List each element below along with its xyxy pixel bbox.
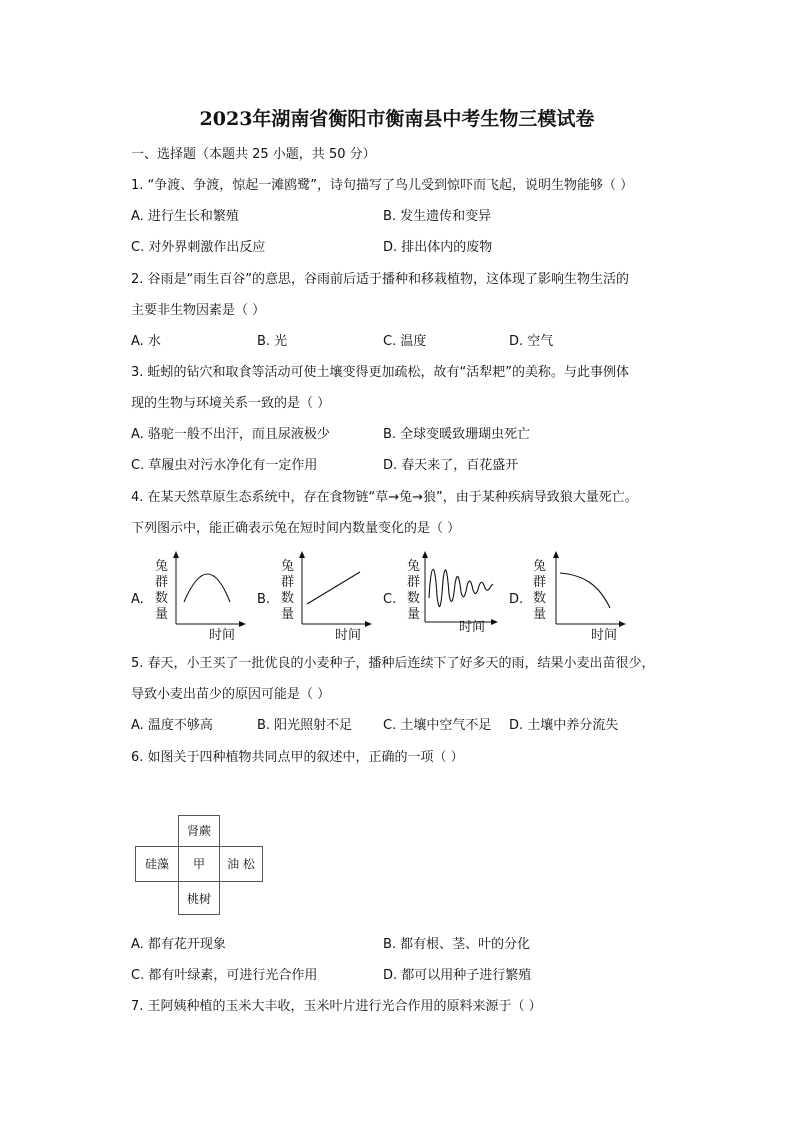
curve-linear-rise	[307, 572, 360, 604]
x-axis-arrow	[365, 621, 372, 627]
x-axis-arrow	[619, 621, 626, 627]
ylabel-char: 量	[155, 607, 169, 622]
question-3-option-a: A. 骆驼一般不出汗，而且尿液极少	[131, 427, 330, 442]
graph-option-d	[509, 550, 629, 642]
ylabel-char: 兔	[407, 559, 421, 574]
question-3-option-c: C. 草履虫对污水净化有一定作用	[131, 458, 318, 473]
question-3-stem-line2: 现的生物与环境关系一致的是（ ）	[131, 396, 331, 411]
y-axis-arrow	[299, 551, 305, 558]
question-2-option-a: A. 水	[131, 334, 161, 349]
graph-option-a	[131, 550, 251, 642]
graph-option-b	[257, 550, 377, 642]
ylabel-char: 量	[533, 607, 547, 622]
question-1-stem: 1. “争渡、争渡，惊起一滩鸥鹭”，诗句描写了鸟儿受到惊吓而飞起，说明生物能够（ ）	[131, 178, 634, 193]
ylabel-char: 数	[155, 591, 169, 606]
question-6-stem: 6. 如图关于四种植物共同点甲的叙述中，正确的一项（ ）	[131, 750, 464, 765]
ylabel-char: 数	[407, 591, 421, 606]
option-d-label: D.	[509, 592, 524, 607]
question-5-option-d: D. 土壤中养分流失	[509, 718, 619, 733]
ylabel-char: 兔	[281, 559, 295, 574]
question-5-stem-line1: 5. 春天，小王买了一批优良的小麦种子，播种后连续下了好多天的雨，结果小麦出苗很少，	[131, 656, 655, 671]
option-c-label: C.	[383, 592, 397, 607]
y-axis-arrow	[553, 551, 559, 558]
question-6-option-a: A. 都有花开现象	[131, 937, 226, 952]
section-heading: 一、选择题（本题共 25 小题，共 50 分）	[131, 147, 376, 162]
x-axis-arrow	[239, 621, 246, 627]
y-axis-arrow	[173, 551, 179, 558]
diagram-cell-bottom: 桃树	[178, 881, 220, 915]
question-5-option-a: A. 温度不够高	[131, 718, 213, 733]
page-title: 2023年湖南省衡阳市衡南县中考生物三模试卷	[199, 108, 595, 130]
option-a-label: A.	[131, 592, 144, 607]
diagram-cell-right: 油 松	[219, 846, 263, 882]
question-3-option-b: B. 全球变暖致珊瑚虫死亡	[383, 427, 531, 442]
question-3-option-d: D. 春天来了，百花盛开	[383, 458, 519, 473]
xlabel: 时间	[335, 628, 362, 643]
ylabel-char: 兔	[533, 559, 547, 574]
xlabel: 时间	[459, 620, 486, 635]
question-1-option-d: D. 排出体内的废物	[383, 240, 493, 255]
question-1-option-b: B. 发生遗传和变异	[383, 209, 492, 224]
ylabel-char: 量	[281, 607, 295, 622]
option-b-label: B.	[257, 592, 271, 607]
xlabel: 时间	[209, 628, 236, 643]
question-7-stem: 7. 王阿姨种植的玉米大丰收，玉米叶片进行光合作用的原料来源于（ ）	[131, 999, 542, 1014]
question-2-stem-line1: 2. 谷雨是“雨生百谷”的意思，谷雨前后适于播种和移栽植物，这体现了影响生物生活的	[131, 272, 630, 287]
ylabel-char: 群	[533, 575, 547, 590]
question-4-stem-line1: 4. 在某天然草原生态系统中，存在食物链“草→兔→狼”，由于某种疾病导致狼大量死亡。	[131, 490, 638, 505]
question-2-option-b: B. 光	[257, 334, 288, 349]
ylabel-char: 数	[281, 591, 295, 606]
question-2-option-c: C. 温度	[383, 334, 427, 349]
diagram-cell-center: 甲	[178, 846, 220, 882]
question-4-stem-line2: 下列图示中，能正确表示兔在短时间内数量变化的是（ ）	[131, 521, 461, 536]
ylabel-char: 群	[155, 575, 169, 590]
graph-option-c	[383, 550, 503, 642]
xlabel: 时间	[591, 628, 618, 643]
ylabel-char: 量	[407, 607, 421, 622]
question-6-option-b: B. 都有根、茎、叶的分化	[383, 937, 531, 952]
diagram-cell-top: 肾蕨	[178, 815, 220, 847]
question-2-option-d: D. 空气	[509, 334, 554, 349]
question-3-stem-line1: 3. 蚯蚓的钻穴和取食等活动可使土壤变得更加疏松，故有“活犁耙”的美称。与此事例体	[131, 365, 630, 380]
question-6-option-c: C. 都有叶绿素，可进行光合作用	[131, 968, 318, 983]
curve-rise-fall	[184, 574, 230, 602]
question-2-stem-line2: 主要非生物因素是（ ）	[131, 303, 266, 318]
curve-oscillating	[429, 569, 493, 606]
ylabel-char: 兔	[155, 559, 169, 574]
ylabel-char: 群	[407, 575, 421, 590]
question-1-option-a: A. 进行生长和繁殖	[131, 209, 239, 224]
diagram-cell-left: 硅藻	[135, 846, 179, 882]
ylabel-char: 数	[533, 591, 547, 606]
x-axis-arrow	[491, 619, 498, 625]
y-axis-arrow	[422, 551, 428, 558]
question-5-option-c: C. 土壤中空气不足	[383, 718, 492, 733]
ylabel-char: 群	[281, 575, 295, 590]
question-5-stem-line2: 导致小麦出苗少的原因可能是（ ）	[131, 687, 331, 702]
question-5-option-b: B. 阳光照射不足	[257, 718, 353, 733]
curve-decline	[560, 573, 610, 608]
question-1-option-c: C. 对外界刺激作出反应	[131, 240, 266, 255]
question-6-option-d: D. 都可以用种子进行繁殖	[383, 968, 532, 983]
